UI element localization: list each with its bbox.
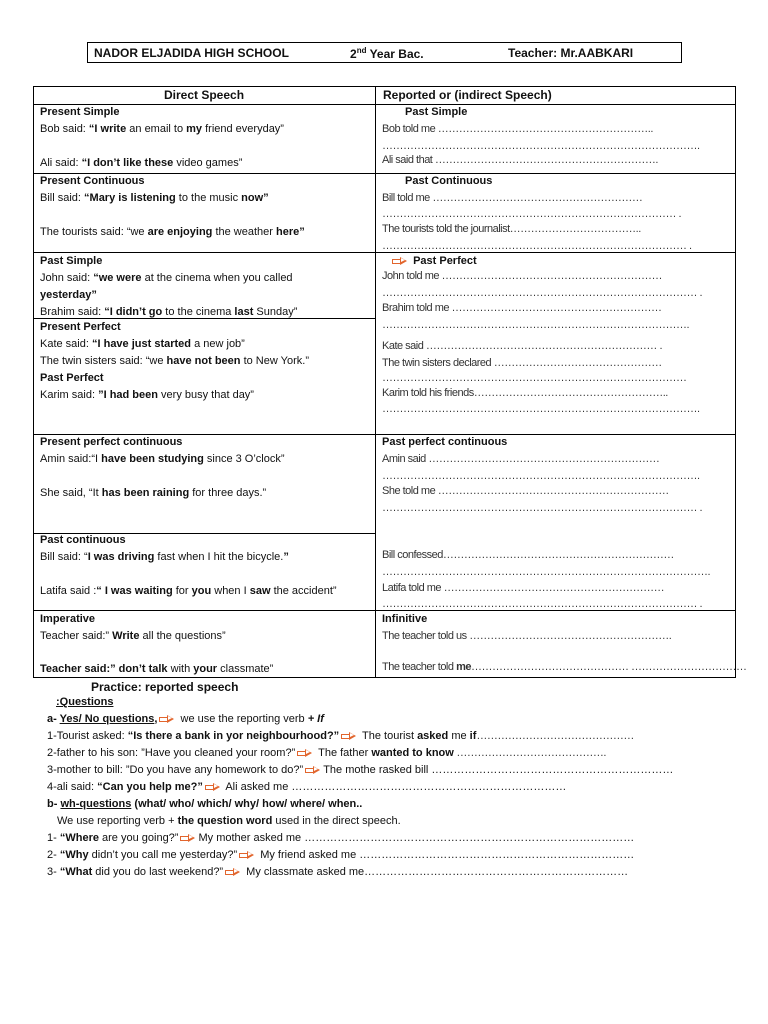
pfp-answer-1: Karim told his friends………………………………………………..: [382, 387, 668, 399]
pst-answer-2b: …………………………………………………………………………….: [382, 319, 690, 331]
ps-answer-1: Bob told me ……………………………………………………..: [382, 123, 653, 135]
ppc-answer-1: Amin said …………………………………………………………: [382, 453, 660, 465]
practice-title: Practice: reported speech: [91, 680, 239, 694]
label-infinitive: Infinitive: [382, 613, 428, 625]
pc-sentence-2: The tourists said: “we are enjoying the weather here”: [40, 226, 305, 238]
arrow-right-icon: [392, 257, 408, 266]
pp-sentence-2: The twin sisters said: “we have not been to New York.”: [40, 355, 309, 367]
imp-answer-2: The teacher told me……………………………………… ……………………………: [382, 661, 747, 673]
teacher-name: Teacher: Mr.AABKARI: [508, 46, 634, 60]
wh-note: We use reporting verb + the question word used in the direct speech.: [57, 815, 401, 827]
ppc-answer-2: She told me …………………………………………………………: [382, 485, 669, 497]
pfp-answer-1b: ……………………………………………………………………………….: [382, 403, 700, 415]
pcn-answer-1: Bill confessed…………………………………………………………: [382, 549, 674, 561]
arrow-right-icon: [159, 715, 175, 724]
pc-sentence-1: Bill said: “Mary is listening to the music now”: [40, 192, 269, 204]
label-present-simple: Present Simple: [40, 106, 120, 118]
label-past-simple: Past Simple: [405, 106, 468, 118]
label-past-perfect-continuous: Past perfect continuous: [382, 436, 508, 448]
arrow-right-icon: [225, 868, 241, 877]
label-imperative: Imperative: [40, 613, 96, 625]
arrow-right-icon: [305, 766, 321, 775]
col-reported-title: Reported or (indirect Speech): [383, 88, 552, 102]
col-direct-title: Direct Speech: [164, 88, 245, 102]
ppc-answer-2b: ……………………………………………………………………………… .: [382, 502, 703, 514]
pst-answer-1b: ……………………………………………………………………………… .: [382, 287, 703, 299]
label-past-perfect-reported: Past Perfect: [390, 255, 477, 268]
ps-sentence-2: Ali said: “I don’t like these video games”: [40, 157, 243, 169]
ppc-answer-1b: ……………………………………………………………………………….: [382, 470, 700, 482]
wh-question-3: 3- “What did you do last weekend?” My classmate asked me………………………………………………………………: [47, 866, 629, 878]
pp-sentence-1: Kate said: “I have just started a new job”: [40, 338, 245, 350]
arrow-right-icon: [180, 834, 196, 843]
pp-answer-1: Kate said ………………………………………………………… .: [382, 340, 663, 352]
label-present-continuous: Present Continuous: [40, 175, 145, 187]
pcn-answer-2b: ……………………………………………………………………………… .: [382, 598, 703, 610]
pst-sentence-2: Brahim said: “I didn’t go to the cinema last Sunday”: [40, 306, 298, 318]
label-past-perfect: Past Perfect: [40, 372, 104, 384]
label-present-perfect-continuous: Present perfect continuous: [40, 436, 183, 448]
label-past-simple-direct: Past Simple: [40, 255, 103, 267]
speech-table: [33, 86, 747, 678]
pst-answer-1: John told me ………………………………………………………: [382, 270, 663, 282]
ps-answer-1b: ……………………………………………………………………………….: [382, 140, 700, 152]
pp-answer-2b: ……………………………………………………………………………: [382, 372, 687, 384]
ppc-sentence-2: She said, “It has been raining for three days.”: [40, 487, 267, 499]
school-name: NADOR ELJADIDA HIGH SCHOOL: [94, 46, 289, 60]
ps-sentence-1: Bob said: “I write an email to my friend everyday”: [40, 123, 284, 135]
pst-answer-2: Brahim told me ……………………………………………………: [382, 302, 662, 314]
pst-sentence-1: John said: “we were at the cinema when you called: [40, 272, 293, 284]
pp-answer-2: The twin sisters declared …………………………………………: [382, 357, 662, 369]
pc-answer-1b: ………………………………………………………………………… .: [382, 208, 682, 220]
imp-answer-1: The teacher told us ………………………………………………….: [382, 630, 672, 642]
arrow-right-icon: [297, 749, 313, 758]
label-past-continuous-direct: Past continuous: [40, 534, 126, 546]
ps-answer-2: Ali said that ……………………………………………………….: [382, 154, 658, 166]
imp-sentence-2: Teacher said:” don’t talk with your classmate”: [40, 663, 274, 675]
pcn-answer-1b: ………………………………………………………………………………….: [382, 566, 711, 578]
wh-rule: b- wh-questions (what/ who/ which/ why/ how/ where/ when..: [47, 798, 363, 810]
year-level: 2nd Year Bac.: [350, 46, 424, 61]
yes-no-rule: a- Yes/ No questions, we use the reporting verb + If: [47, 713, 324, 725]
question-3: 3-mother to bill: ”Do you have any homework to do?” The mothe rasked bill …………………………………………………………: [47, 764, 674, 776]
pc-answer-1: Bill told me ……………………………………………………: [382, 192, 643, 204]
question-2: 2-father to his son: ”Have you cleaned your room?” The father wanted to know …………………………………….: [47, 747, 606, 759]
ppc-sentence-1: Amin said:“I have been studying since 3 O’clock”: [40, 453, 285, 465]
imp-sentence-1: Teacher said:” Write all the questions”: [40, 630, 226, 642]
pcn-sentence-2: Latifa said :“ I was waiting for you when I saw the accident”: [40, 585, 337, 597]
question-1: 1-Tourist asked: “Is there a bank in yor neighbourhood?” The tourist asked me if………………………………………: [47, 730, 634, 742]
header-box: [87, 42, 682, 63]
question-4: 4-ali said: “Can you help me?” Ali asked me …………………………………………………………………: [47, 781, 567, 793]
arrow-right-icon: [205, 783, 221, 792]
label-present-perfect: Present Perfect: [40, 321, 121, 333]
pfp-sentence-1: Karim said: ”I had been very busy that day”: [40, 389, 254, 401]
questions-label: :Questions: [56, 696, 114, 708]
pc-answer-2b: …………………………………………………………………………… .: [382, 240, 692, 252]
pcn-sentence-1: Bill said: “I was driving fast when I hit the bicycle.”: [40, 551, 289, 563]
label-past-continuous: Past Continuous: [405, 175, 493, 187]
wh-question-1: 1- “Where are you going?” My mother asked me ………………………………………………………………………………: [47, 832, 635, 844]
wh-question-2: 2- “Why didn’t you call me yesterday?” My friend asked me …………………………………………………………………: [47, 849, 635, 861]
arrow-right-icon: [239, 851, 255, 860]
pc-answer-2: The tourists told the journalist………………………………..: [382, 223, 641, 235]
pcn-answer-2: Latifa told me ………………………………………………………: [382, 582, 665, 594]
arrow-right-icon: [341, 732, 357, 741]
pst-sentence-1b: yesterday”: [40, 289, 97, 301]
